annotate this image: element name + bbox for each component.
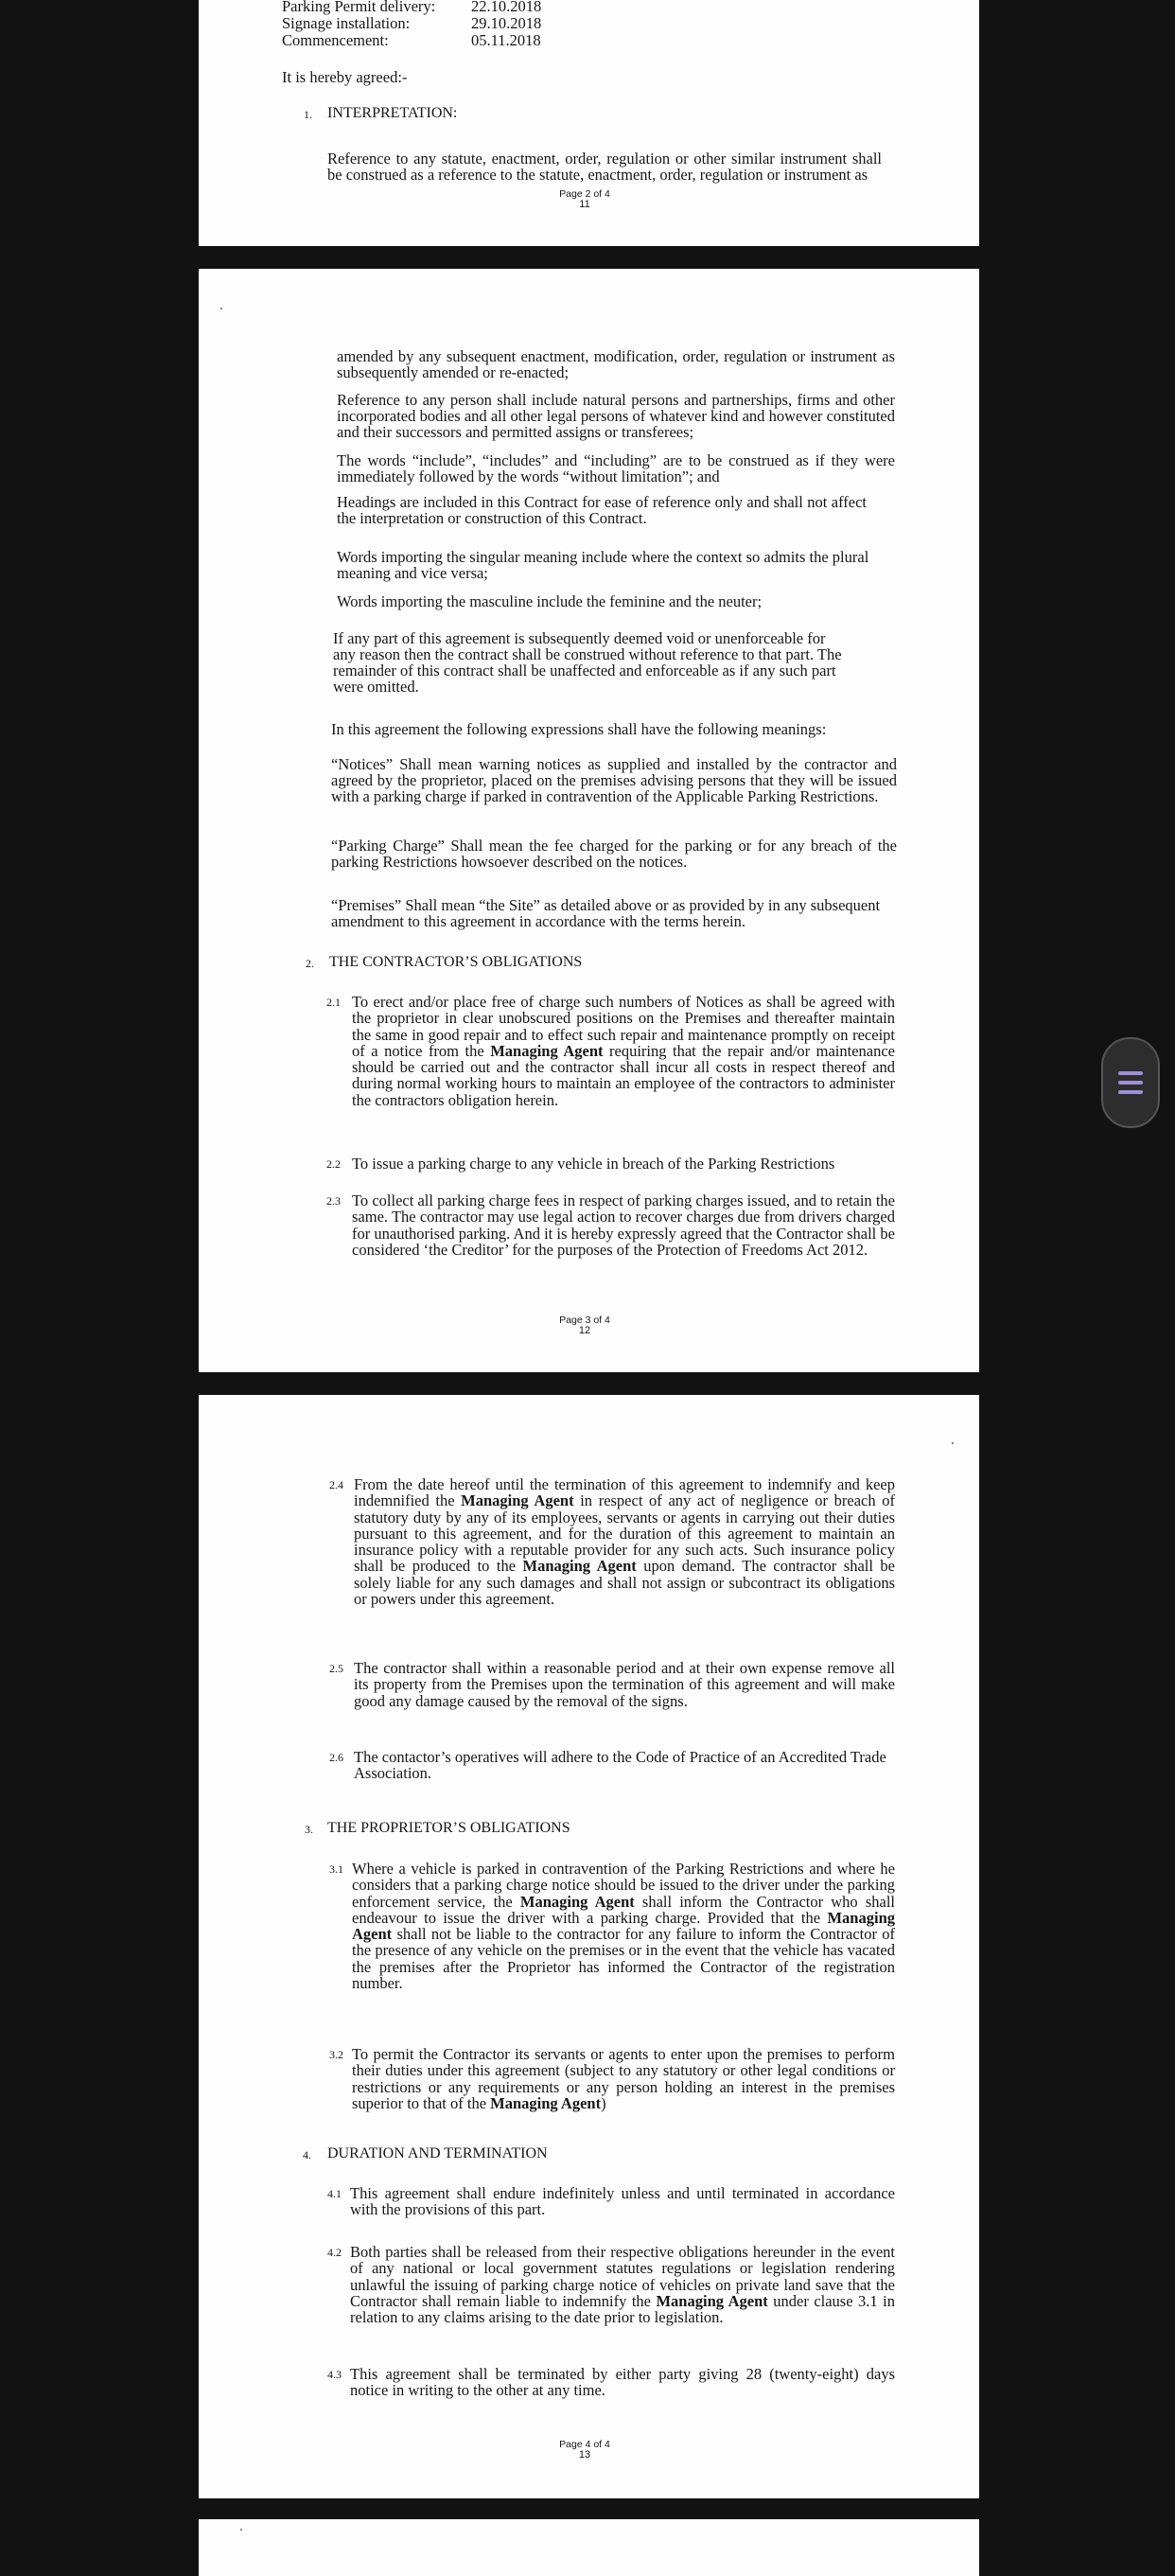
agreed-line: It is hereby agreed:- [282, 68, 408, 86]
clause-number: 4.1 [327, 2187, 342, 2200]
clause-4-1: This agreement shall endure indefinitely unless and until terminated in accordance with the provisions of this part. [350, 2184, 895, 2218]
hamburger-icon[interactable] [1118, 1071, 1143, 1094]
clause-4-3: This agreement shall be terminated by either party giving 28 (twenty-eight) days notice in writing to the other at any time. [350, 2365, 895, 2399]
clause-number: 2.3 [326, 1194, 341, 1208]
dates-table [282, 0, 541, 49]
clause-number: 4.3 [327, 2368, 342, 2381]
clause-number: 2.1 [326, 996, 341, 1009]
document-page-5 [199, 2519, 979, 2576]
date-row: Signage installation: 29.10.2018 [282, 14, 542, 32]
clause-number: 3.1 [329, 1862, 343, 1876]
definition-notices: “Notices” Shall mean warning notices as supplied and installed by the contractor and agreed by the proprietor, placed on the premises advising persons that they will be issued with a parking charge if parked in contravention of the Applicable Parking Restrictions. [331, 755, 897, 805]
clause-3-2: To permit the Contractor its servants or agents to enter upon the premises to perform their duties under this agreement (subject to any statutory or other legal conditions or restrictions or any requirements or any person holding an interest in the premises superior to that of the Managing Agent) [352, 2045, 895, 2112]
clause-number: 3.2 [329, 2048, 343, 2061]
clause-2-1: To erect and/or place free of charge such numbers of Notices as shall be agreed with the proprietor in clear unobscured positions on the Premises and thereafter maintain the same in good repair and to effect such repair and maintenance promptly on receipt of a notice from the Managing Agent requiring that the repair and/or maintenance should be carried out and the contractor shall incur all costs in respect thereof and during normal working hours to maintain an employee of the contractors to administer the contractors obligation herein. [352, 993, 895, 1109]
paragraph: Words importing the singular meaning include where the context so admits the plural meaning and vice versa; [337, 548, 869, 582]
document-page-2 [199, 0, 979, 246]
paragraph: Headings are included in this Contract for ease of reference only and shall not affect the interpretation or construction of this Contract. [337, 493, 867, 527]
paragraph: amended by any subsequent enactment, modification, order, regulation or instrument as subsequently amended or re-enacted; [337, 347, 895, 381]
clause-2-6: The contactor’s operatives will adhere to the Code of Practice of an Accredited Trade Association. [354, 1748, 886, 1782]
definition-parking-charge: “Parking Charge” Shall mean the fee charged for the parking or for any breach of the parking Restrictions howsoever described on the notices. [331, 837, 897, 871]
section-heading: THE CONTRACTOR’S OBLIGATIONS [329, 954, 583, 970]
paragraph: In this agreement the following expressions shall have the following meanings: [331, 720, 827, 738]
clause-2-3: To collect all parking charge fees in respect of parking charges issued, and to retain the same. The contractor may use legal action to recover charges due from drivers charged for unauthorised parking. And it is hereby expressly agreed that the Contractor shall be considered ‘the Creditor’ for the purposes of the Protection of Freedoms Act 2012. [352, 1191, 895, 1259]
clause-2-2: To issue a parking charge to any vehicle in breach of the Parking Restrictions [352, 1155, 835, 1173]
paragraph: Reference to any statute, enactment, order, regulation or other similar instrument shall be construed as a reference to the statute, enactment, order, regulation or instrument as [327, 150, 882, 184]
clause-2-5: The contractor shall within a reasonable period and at their own expense remove all its property from the Premises upon the termination of this agreement and will make good any damage caused by the removal of the signs. [354, 1659, 895, 1710]
paragraph: Reference to any person shall include natural persons and partnerships, firms and other incorporated bodies and all other legal persons of whatever kind and however constituted and their successors and permitted assigns or transferees; [337, 391, 895, 441]
page-footer: Page 3 of 4 12 [559, 1314, 610, 1336]
section-number: 1. [304, 108, 312, 121]
clause-number: 2.2 [326, 1157, 341, 1171]
clause-4-2: Both parties shall be released from their respective obligations hereunder in the event of any national or local government statutes regulations or legislation rendering unlawful the issuing of parking charge notice of vehicles on private land save that the Contractor shall remain liable to indemnify the Managing Agent under clause 3.1 in relation to any claims arising to the date prior to legislation. [350, 2243, 895, 2327]
page-footer: Page 4 of 4 13 [559, 2439, 610, 2461]
date-row: Parking Permit delivery: 22.10.2018 [282, 0, 542, 15]
clause-number: 2.5 [329, 1662, 343, 1675]
section-number: 4. [303, 2148, 311, 2161]
paragraph: Words importing the masculine include the feminine and the neuter; [337, 592, 763, 610]
date-row: Commencement: 05.11.2018 [282, 31, 541, 49]
section-heading: DURATION AND TERMINATION [327, 2145, 548, 2161]
clause-number: 4.2 [327, 2246, 342, 2259]
scroll-handle[interactable] [1101, 1037, 1160, 1128]
clause-number: 2.6 [329, 1751, 343, 1764]
document-page-3 [199, 269, 979, 1372]
document-page-4 [199, 1395, 979, 2498]
section-number: 2. [306, 957, 314, 970]
section-heading: THE PROPRIETOR’S OBLIGATIONS [327, 1820, 570, 1836]
page-footer: Page 2 of 4 11 [559, 188, 610, 210]
clause-2-4: From the date hereof until the termination of this agreement to indemnify and keep indemnified the Managing Agent in respect of any act of negligence or breach of statutory duty by any of its employees, servants or agents in carrying out their duties pursuant to this agreement, and for the duration of this agreement to maintain an insurance policy with a reputable provider for any such acts. Such insurance policy shall be produced to the Managing Agent upon demand. The contractor shall be solely liable for any such damages and shall not assign or subcontract its obligations or powers under this agreement. [354, 1475, 895, 1609]
paragraph: The words “include”, “includes” and “including” are to be construed as if they were immediately followed by the words “without limitation”; and [337, 451, 895, 485]
paragraph: If any part of this agreement is subsequently deemed void or unenforceable for any reason then the contract shall be construed without reference to that part. The remainder of this contract shall be unaffected and enforceable as if any such part were omitted. [333, 629, 842, 696]
section-heading: INTERPRETATION: [327, 105, 458, 121]
clause-number: 2.4 [329, 1478, 343, 1491]
clause-3-1: Where a vehicle is parked in contravention of the Parking Restrictions and where he considers that a parking charge notice should be issued to the driver under the parking enforcement service, the Managing Agent shall inform the Contractor who shall endeavour to issue the driver with a parking charge. Provided that the Managing Agent shall not be liable to the contractor for any failure to inform the Contractor of the presence of any vehicle on the premises or in the event that the vehicle has vacated the premises after the Proprietor has informed the Contractor of the registration number. [352, 1860, 895, 1993]
section-number: 3. [305, 1823, 313, 1836]
definition-premises: “Premises” Shall mean “the Site” as detailed above or as provided by in any subsequent amendment to this agreement in accordance with the terms herein. [331, 896, 881, 930]
